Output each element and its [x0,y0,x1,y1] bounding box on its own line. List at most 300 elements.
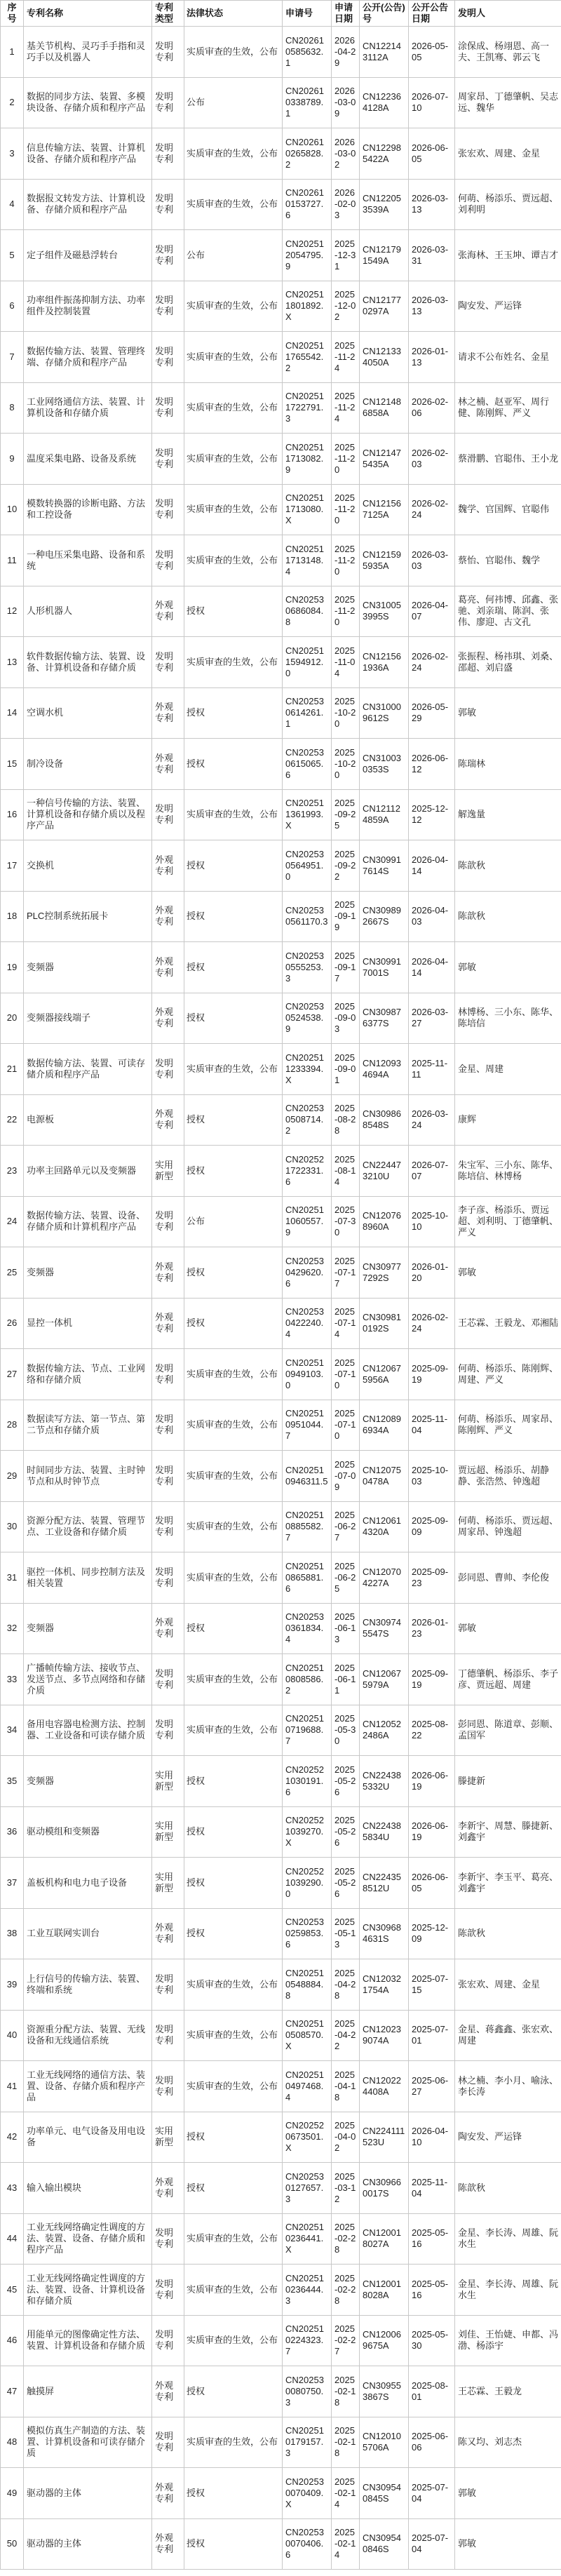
cell-inventors: 张宏欢、周建、金星 [455,128,561,180]
cell-publication-date: 2026-04-03 [409,891,455,942]
cell-index: 45 [1,2265,24,2316]
cell-legal-status: 实质审查的生效，公布 [184,1400,283,1451]
cell-index: 22 [1,1094,24,1146]
cell-index: 8 [1,382,24,434]
cell-index: 25 [1,1247,24,1299]
cell-application-date: 2025-05-26 [332,1806,360,1858]
cell-patent-type: 发明专利 [152,535,184,586]
cell-publication-date: 2026-02-03 [409,434,455,485]
cell-application-number: CN202511594912.0 [283,637,332,688]
cell-index: 10 [1,484,24,535]
cell-patent-type: 发明专利 [152,1959,184,2011]
cell-application-date: 2025-11-20 [332,535,360,586]
cell-publication-date: 2025-05-30 [409,2315,455,2366]
cell-publication-date: 2025-06-27 [409,2061,455,2112]
cell-application-date: 2025-07-09 [332,1451,360,1502]
table-row [1,687,561,739]
cell-publication-number: CN121595935A [360,535,409,586]
cell-inventors: 魏学、官国辉、官聪伟 [455,484,561,535]
cell-patent-name: 信息传输方法、装置、计算机设备、存储介质和程序产品 [24,128,152,180]
cell-legal-status: 授权 [184,1298,283,1349]
cell-publication-number: CN309876377S [360,993,409,1044]
table-row [1,2518,561,2570]
cell-application-number: CN202521039270.X [283,1806,332,1858]
header-application-number: 申请号 [283,1,332,27]
cell-application-number: CN202530361834.4 [283,1603,332,1654]
cell-application-number: CN202530564951.0 [283,840,332,892]
cell-inventors: 金星、李长涛、周雄、阮水生 [455,2213,561,2265]
cell-index: 2 [1,77,24,128]
cell-inventors: 金星、蒋鑫鑫、张宏欢、周建 [455,2010,561,2061]
cell-inventors: 郭敏 [455,942,561,993]
cell-application-number: CN202521722331.6 [283,1146,332,1197]
cell-application-date: 2025-11-20 [332,586,360,637]
cell-application-date: 2025-04-18 [332,2061,360,2112]
cell-application-date: 2025-12-31 [332,230,360,281]
table-row [1,382,561,434]
cell-inventors: 陈歆秋 [455,891,561,942]
cell-publication-date: 2026-05-29 [409,687,455,739]
cell-application-date: 2025-02-14 [332,2518,360,2570]
cell-publication-number: CN120522486A [360,1705,409,1756]
cell-patent-type: 发明专利 [152,484,184,535]
table-row [1,1501,561,1552]
cell-application-date: 2025-11-24 [332,332,360,383]
cell-patent-type: 外观专利 [152,586,184,637]
cell-legal-status: 授权 [184,1908,283,1959]
cell-legal-status: 实质审查的生效，公布 [184,1654,283,1705]
table-row [1,332,561,383]
table-row [1,2468,561,2519]
table-row [1,993,561,1044]
table-row [1,2163,561,2214]
cell-publication-number: CN310030353S [360,739,409,790]
cell-inventors: 李新宇、周慧、滕捷新、刘鑫宇 [455,1806,561,1858]
cell-index: 37 [1,1858,24,1909]
cell-publication-number: CN122364128A [360,77,409,128]
cell-application-number: CN202510548884.8 [283,1959,332,2011]
cell-legal-status: 授权 [184,2518,283,2570]
cell-inventors: 请求不公布姓名、金星 [455,332,561,383]
cell-patent-name: 驱控一体机、同步控制方法及相关装置 [24,1552,152,1604]
cell-publication-number: CN120239074A [360,2010,409,2061]
cell-application-number: CN202530508714.2 [283,1094,332,1146]
cell-index: 26 [1,1298,24,1349]
cell-patent-name: 人形机器人 [24,586,152,637]
table-row [1,1400,561,1451]
cell-publication-number: CN120614320A [360,1501,409,1552]
cell-patent-name: 数据传输方法、装置、可读存储介质和程序产品 [24,1044,152,1095]
cell-publication-date: 2026-04-14 [409,840,455,892]
cell-inventors: 郭敏 [455,2518,561,2570]
cell-index: 3 [1,128,24,180]
cell-publication-number: CN309810192S [360,1298,409,1349]
cell-patent-type: 发明专利 [152,2213,184,2265]
cell-application-date: 2025-05-26 [332,1756,360,1807]
cell-legal-status: 授权 [184,1756,283,1807]
cell-application-number: CN202530686084.8 [283,586,332,637]
cell-application-number: CN202512054795.9 [283,230,332,281]
cell-publication-number: CN120105706A [360,2417,409,2468]
cell-patent-type: 外观专利 [152,993,184,1044]
cell-publication-number: CN309892667S [360,891,409,942]
cell-index: 34 [1,1705,24,1756]
cell-application-number: CN202510719688.7 [283,1705,332,1756]
cell-patent-name: 数据传输方法、装置、设备、存储介质和计算机程序产品 [24,1196,152,1247]
cell-patent-type: 外观专利 [152,942,184,993]
cell-application-date: 2025-02-14 [332,2468,360,2519]
cell-legal-status: 授权 [184,2366,283,2417]
table-row [1,1146,561,1197]
cell-application-date: 2025-07-14 [332,1298,360,1349]
cell-application-number: CN202510179157.3 [283,2417,332,2468]
table-row [1,637,561,688]
cell-patent-type: 发明专利 [152,27,184,78]
cell-application-date: 2025-08-28 [332,1094,360,1146]
cell-index: 47 [1,2366,24,2417]
cell-publication-date: 2025-07-15 [409,1959,455,2011]
cell-patent-type: 发明专利 [152,637,184,688]
cell-patent-type: 外观专利 [152,2468,184,2519]
cell-patent-type: 发明专利 [152,230,184,281]
cell-index: 33 [1,1654,24,1705]
cell-index: 21 [1,1044,24,1095]
cell-publication-date: 2025-06-06 [409,2417,455,2468]
cell-patent-name: 资源重分配方法、装置、无线设备和无线通信系统 [24,2010,152,2061]
cell-application-number: CN202530070406.6 [283,2518,332,2570]
cell-application-number: CN202511060557.9 [283,1196,332,1247]
cell-publication-date: 2026-06-05 [409,128,455,180]
cell-legal-status: 实质审查的生效，公布 [184,484,283,535]
cell-patent-type: 发明专利 [152,2010,184,2061]
cell-patent-name: 工业网络通信方法、装置、计算机设备和存储介质 [24,382,152,434]
cell-publication-number: CN309540846S [360,2518,409,2570]
cell-application-date: 2025-06-11 [332,1654,360,1705]
cell-application-date: 2025-07-10 [332,1349,360,1400]
cell-publication-date: 2025-10-10 [409,1196,455,1247]
cell-patent-name: 制冷设备 [24,739,152,790]
cell-legal-status: 授权 [184,1858,283,1909]
cell-application-date: 2025-09-03 [332,993,360,1044]
cell-application-number: CN202511713080.X [283,484,332,535]
table-row [1,281,561,332]
cell-publication-date: 2026-06-19 [409,1806,455,1858]
cell-application-number: CN202510236441.X [283,2213,332,2265]
cell-legal-status: 授权 [184,1146,283,1197]
table-row [1,1908,561,1959]
cell-legal-status: 实质审查的生效，公布 [184,332,283,383]
cell-application-number: CN202511801892.X [283,281,332,332]
cell-patent-type: 发明专利 [152,1552,184,1604]
cell-index: 44 [1,2213,24,2265]
cell-application-date: 2025-02-18 [332,2366,360,2417]
cell-patent-name: 广播帧传输方法、接收节点、发送节点、多节点网络和存储介质 [24,1654,152,1705]
table-row [1,1298,561,1349]
cell-application-number: CN202511722791.3 [283,382,332,434]
table-row [1,586,561,637]
cell-index: 48 [1,2417,24,2468]
table-row [1,1654,561,1705]
cell-application-date: 2025-09-22 [332,840,360,892]
cell-inventors: 张宏欢、周建、金星 [455,1959,561,2011]
cell-patent-type: 实用新型 [152,1806,184,1858]
cell-publication-date: 2025-11-04 [409,2163,455,2214]
table-row [1,1705,561,1756]
cell-publication-number: CN121124859A [360,789,409,840]
cell-application-date: 2026-02-03 [332,179,360,230]
cell-application-number: CN202521030191.6 [283,1756,332,1807]
cell-index: 14 [1,687,24,739]
cell-publication-number: CN122143112A [360,27,409,78]
cell-patent-type: 发明专利 [152,1451,184,1502]
cell-inventors: 彭同恩、曹帅、李伦俊 [455,1552,561,1604]
cell-legal-status: 实质审查的生效，公布 [184,1044,283,1095]
cell-publication-number: CN120896934A [360,1400,409,1451]
cell-inventors: 周家昂、丁德肇帆、吴志远、魏华 [455,77,561,128]
cell-legal-status: 实质审查的生效，公布 [184,535,283,586]
cell-patent-name: 上行信号的传输方法、装置、终端和系统 [24,1959,152,2011]
cell-publication-number: CN309553867S [360,2366,409,2417]
table-row [1,2366,561,2417]
cell-index: 49 [1,2468,24,2519]
cell-publication-date: 2025-07-04 [409,2468,455,2519]
cell-patent-name: 触摸屏 [24,2366,152,2417]
cell-patent-type: 发明专利 [152,332,184,383]
cell-patent-type: 外观专利 [152,840,184,892]
cell-application-date: 2025-02-18 [332,2417,360,2468]
cell-publication-date: 2025-09-09 [409,1501,455,1552]
cell-legal-status: 授权 [184,1806,283,1858]
cell-application-date: 2025-07-30 [332,1196,360,1247]
table-row [1,1756,561,1807]
cell-index: 20 [1,993,24,1044]
table-row [1,128,561,180]
cell-patent-name: 模拟仿真生产制造的方法、装置、计算机设备和可读存储介质 [24,2417,152,2468]
cell-publication-date: 2025-11-11 [409,1044,455,1095]
cell-application-date: 2025-06-25 [332,1552,360,1604]
cell-application-date: 2025-09-17 [332,942,360,993]
cell-legal-status: 实质审查的生效，公布 [184,1552,283,1604]
table-row [1,2061,561,2112]
cell-application-number: CN202530127657.3 [283,2163,332,2214]
cell-inventors: 林博杨、三小东、陈华、陈培信 [455,993,561,1044]
table-row [1,179,561,230]
cell-patent-name: 时间同步方法、装置、主时钟节点和从时钟节点 [24,1451,152,1502]
cell-patent-type: 发明专利 [152,1400,184,1451]
cell-inventors: 解逸量 [455,789,561,840]
cell-publication-date: 2026-02-24 [409,637,455,688]
cell-inventors: 李新宇、李玉平、葛亮、刘鑫宇 [455,1858,561,1909]
table-row [1,1858,561,1909]
cell-index: 19 [1,942,24,993]
cell-inventors: 陈歆秋 [455,840,561,892]
cell-patent-type: 发明专利 [152,789,184,840]
cell-application-number: CN202510497468.4 [283,2061,332,2112]
cell-publication-number: CN121486858A [360,382,409,434]
cell-application-date: 2026-04-29 [332,27,360,78]
cell-application-number: CN202510508570.X [283,2010,332,2061]
cell-legal-status: 实质审查的生效，公布 [184,2213,283,2265]
cell-application-date: 2025-09-01 [332,1044,360,1095]
cell-application-date: 2025-02-28 [332,2265,360,2316]
cell-inventors: 何萌、杨添乐、陈刚辉、周建、严义 [455,1349,561,1400]
cell-index: 32 [1,1603,24,1654]
cell-legal-status: 实质审查的生效，公布 [184,2061,283,2112]
cell-patent-type: 外观专利 [152,1247,184,1299]
cell-patent-name: 变频器 [24,942,152,993]
cell-legal-status: 授权 [184,891,283,942]
cell-index: 24 [1,1196,24,1247]
cell-application-date: 2025-04-28 [332,1959,360,2011]
cell-legal-status: 公布 [184,77,283,128]
cell-application-date: 2025-07-17 [332,1247,360,1299]
cell-inventors: 张海林、王玉坤、谭吉才 [455,230,561,281]
cell-application-number: CN202610585632.1 [283,27,332,78]
cell-publication-number: CN120675956A [360,1349,409,1400]
cell-inventors: 刘佳、王怡婕、申都、冯渤、杨添宇 [455,2315,561,2366]
cell-application-date: 2025-09-19 [332,891,360,942]
cell-legal-status: 实质审查的生效，公布 [184,1705,283,1756]
cell-application-number: CN202520673501.X [283,2112,332,2163]
cell-publication-number: CN309917614S [360,840,409,892]
cell-inventors: 郭敏 [455,2468,561,2519]
cell-application-number: CN202530422240.4 [283,1298,332,1349]
cell-patent-name: 工业无线网络的通信方法、装置、设备、存储介质和程序产品 [24,2061,152,2112]
cell-inventors: 丁德肇帆、杨添乐、李子彦、贾远超、周建 [455,1654,561,1705]
cell-patent-type: 发明专利 [152,1705,184,1756]
table-row [1,942,561,993]
cell-publication-number: CN309745547S [360,1603,409,1654]
cell-publication-date: 2025-11-04 [409,1400,455,1451]
cell-application-number: CN202530080750.3 [283,2366,332,2417]
table-row [1,1552,561,1604]
header-row [1,1,561,27]
cell-patent-type: 发明专利 [152,382,184,434]
cell-index: 13 [1,637,24,688]
header-publication-date: 公开公告日期 [409,1,455,27]
cell-publication-number: CN121567125A [360,484,409,535]
cell-publication-date: 2025-05-16 [409,2213,455,2265]
cell-publication-number: CN121770297A [360,281,409,332]
cell-patent-name: 温度采集电路、设备及系统 [24,434,152,485]
cell-application-date: 2025-03-12 [332,2163,360,2214]
cell-legal-status: 公布 [184,1196,283,1247]
cell-application-number: CN202530259853.6 [283,1908,332,1959]
cell-inventors: 葛亮、何祎博、邱鑫、张驰、刘亲瑞、陈润、张伟、廖迎、古文孔 [455,586,561,637]
header-inventors: 发明人 [455,1,561,27]
table-row [1,789,561,840]
cell-patent-name: 变频器接线端子 [24,993,152,1044]
cell-patent-name: 备用电容器电检测方法、控制器、工业设备和可读存储介质 [24,1705,152,1756]
cell-publication-date: 2026-07-07 [409,1146,455,1197]
cell-application-number: CN202530429620.6 [283,1247,332,1299]
cell-application-number: CN202610265828.2 [283,128,332,180]
cell-legal-status: 实质审查的生效，公布 [184,434,283,485]
cell-inventors: 贾远超、杨添乐、胡静静、张浩然、钟逸超 [455,1451,561,1502]
cell-index: 1 [1,27,24,78]
cell-patent-name: 数据的同步方法、装置、多模块设备、存储介质和程序产品 [24,77,152,128]
cell-index: 7 [1,332,24,383]
cell-patent-type: 发明专利 [152,77,184,128]
cell-patent-type: 发明专利 [152,1501,184,1552]
cell-patent-name: 空调水机 [24,687,152,739]
cell-patent-name: 输入输出模块 [24,2163,152,2214]
cell-patent-type: 发明专利 [152,2061,184,2112]
cell-publication-number: CN120768960A [360,1196,409,1247]
cell-inventors: 金星、周建 [455,1044,561,1095]
cell-inventors: 郭敏 [455,1603,561,1654]
cell-index: 38 [1,1908,24,1959]
cell-patent-type: 发明专利 [152,281,184,332]
cell-application-number: CN202530561170.3 [283,891,332,942]
cell-publication-date: 2025-07-01 [409,2010,455,2061]
cell-application-date: 2025-11-04 [332,637,360,688]
cell-publication-date: 2026-05-05 [409,27,455,78]
cell-legal-status: 实质审查的生效，公布 [184,637,283,688]
cell-legal-status: 实质审查的生效，公布 [184,1451,283,1502]
cell-patent-type: 外观专利 [152,1298,184,1349]
cell-publication-number: CN309777292S [360,1247,409,1299]
cell-inventors: 陈又均、刘志杰 [455,2417,561,2468]
cell-application-number: CN202510236444.3 [283,2265,332,2316]
cell-patent-type: 发明专利 [152,434,184,485]
cell-index: 18 [1,891,24,942]
cell-publication-number: CN120069675A [360,2315,409,2366]
cell-application-number: CN202610153727.6 [283,179,332,230]
cell-inventors: 陈歆秋 [455,1908,561,1959]
cell-inventors: 涂保成、杨翊恩、高一夫、王凯骞、郭云飞 [455,27,561,78]
cell-legal-status: 授权 [184,840,283,892]
table-row [1,1451,561,1502]
cell-legal-status: 授权 [184,993,283,1044]
table-row [1,484,561,535]
cell-application-number: CN202510808586.2 [283,1654,332,1705]
cell-application-number: CN202530615065.6 [283,739,332,790]
cell-patent-name: PLC控制系统拓展卡 [24,891,152,942]
cell-legal-status: 公布 [184,230,283,281]
cell-index: 43 [1,2163,24,2214]
cell-inventors: 郭敏 [455,1247,561,1299]
cell-index: 27 [1,1349,24,1400]
table-row [1,1959,561,2011]
cell-application-date: 2025-12-02 [332,281,360,332]
cell-inventors: 何萌、杨添乐、贾远超、刘利明 [455,179,561,230]
cell-index: 23 [1,1146,24,1197]
cell-publication-date: 2026-06-19 [409,1756,455,1807]
cell-patent-type: 实用新型 [152,1756,184,1807]
cell-inventors: 张振程、杨祎琪、刘桑、邵超、刘启盛 [455,637,561,688]
header-application-date: 申请日期 [332,1,360,27]
cell-application-date: 2025-04-22 [332,2010,360,2061]
cell-publication-number: CN120018028A [360,2265,409,2316]
header-patent-name: 专利名称 [24,1,152,27]
cell-application-number: CN202511233394.X [283,1044,332,1095]
cell-patent-type: 外观专利 [152,687,184,739]
table-row [1,1094,561,1146]
cell-patent-name: 一种电压采集电路、设备和系统 [24,535,152,586]
cell-publication-number: CN122985422A [360,128,409,180]
cell-index: 39 [1,1959,24,2011]
table-row [1,2213,561,2265]
cell-index: 29 [1,1451,24,1502]
cell-inventors: 陈瑞林 [455,739,561,790]
cell-patent-type: 发明专利 [152,1654,184,1705]
cell-publication-date: 2026-03-13 [409,281,455,332]
cell-patent-type: 发明专利 [152,2417,184,2468]
cell-index: 46 [1,2315,24,2366]
cell-index: 40 [1,2010,24,2061]
cell-patent-name: 基关节机构、灵巧手手指和灵巧手以及机器人 [24,27,152,78]
